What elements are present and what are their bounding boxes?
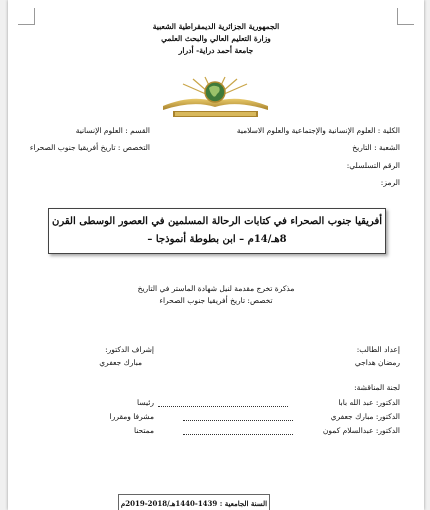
committee-member-name: الدكتور: مبارك جعفري — [330, 412, 400, 421]
supervisor-name: مبارك جعفري — [99, 358, 142, 367]
department-label: القسم : العلوم الإنسانية — [75, 126, 150, 135]
committee-member-role: رئيسا — [137, 398, 154, 407]
committee-member-role: ممتحنا — [133, 426, 154, 435]
academic-year: السنة الجامعية : 1439-1440هـ/2018-2019م — [120, 499, 268, 508]
student-name: رمضان هداجي — [354, 358, 400, 367]
branch-label: الشعبة : التاريخ — [352, 143, 400, 152]
thesis-title-box — [48, 208, 386, 254]
academic-year-box — [118, 494, 270, 510]
dotted-leader — [183, 420, 293, 421]
memo-specialty: تخصص: تاريخ أفريقيا جنوب الصحراء — [159, 296, 273, 305]
faculty-label: الكلية : العلوم الإنسانية والإجتماعية والعلوم الاسلامية — [236, 126, 400, 135]
supervisor-label: إشراف الدكتور: — [105, 345, 154, 354]
committee-member-role: مشرفا ومقررا — [109, 412, 154, 421]
republic-name: الجمهورية الجزائرية الديمقراطية الشعبية — [152, 22, 280, 31]
university-logo — [153, 76, 278, 120]
committee-label: لجنة المناقشة: — [354, 383, 400, 392]
committee-member-name: الدكتور: عبدالسلام كمون — [322, 426, 400, 435]
thesis-title-line1: أفريقيا جنوب الصحراء في كتابات الرحالة المسلمين في العصور الوسطى القرن — [51, 216, 383, 227]
serial-number-label: الرقم التسلسلي: — [346, 161, 400, 170]
specialty-label: التخصص : تاريخ أفريقيا جنوب الصحراء — [29, 143, 150, 152]
dotted-leader — [158, 406, 288, 407]
dotted-leader — [183, 434, 293, 435]
ministry-name: وزارة التعليم العالي والبحث العلمي — [161, 34, 271, 43]
document-page — [8, 0, 424, 510]
university-name: جامعة أحمد دراية- أدرار — [178, 46, 254, 55]
thesis-title-line2: 8هـ/14م – ابن بطوطة أنموذجا – — [147, 234, 287, 245]
student-label: إعداد الطالب: — [356, 345, 400, 354]
committee-member-name: الدكتور: عبد الله بابا — [338, 398, 400, 407]
memo-description: مذكرة تخرج مقدمة لنيل شهادة الماستر في التاريخ — [137, 284, 295, 293]
code-label: الرمز: — [380, 178, 400, 187]
